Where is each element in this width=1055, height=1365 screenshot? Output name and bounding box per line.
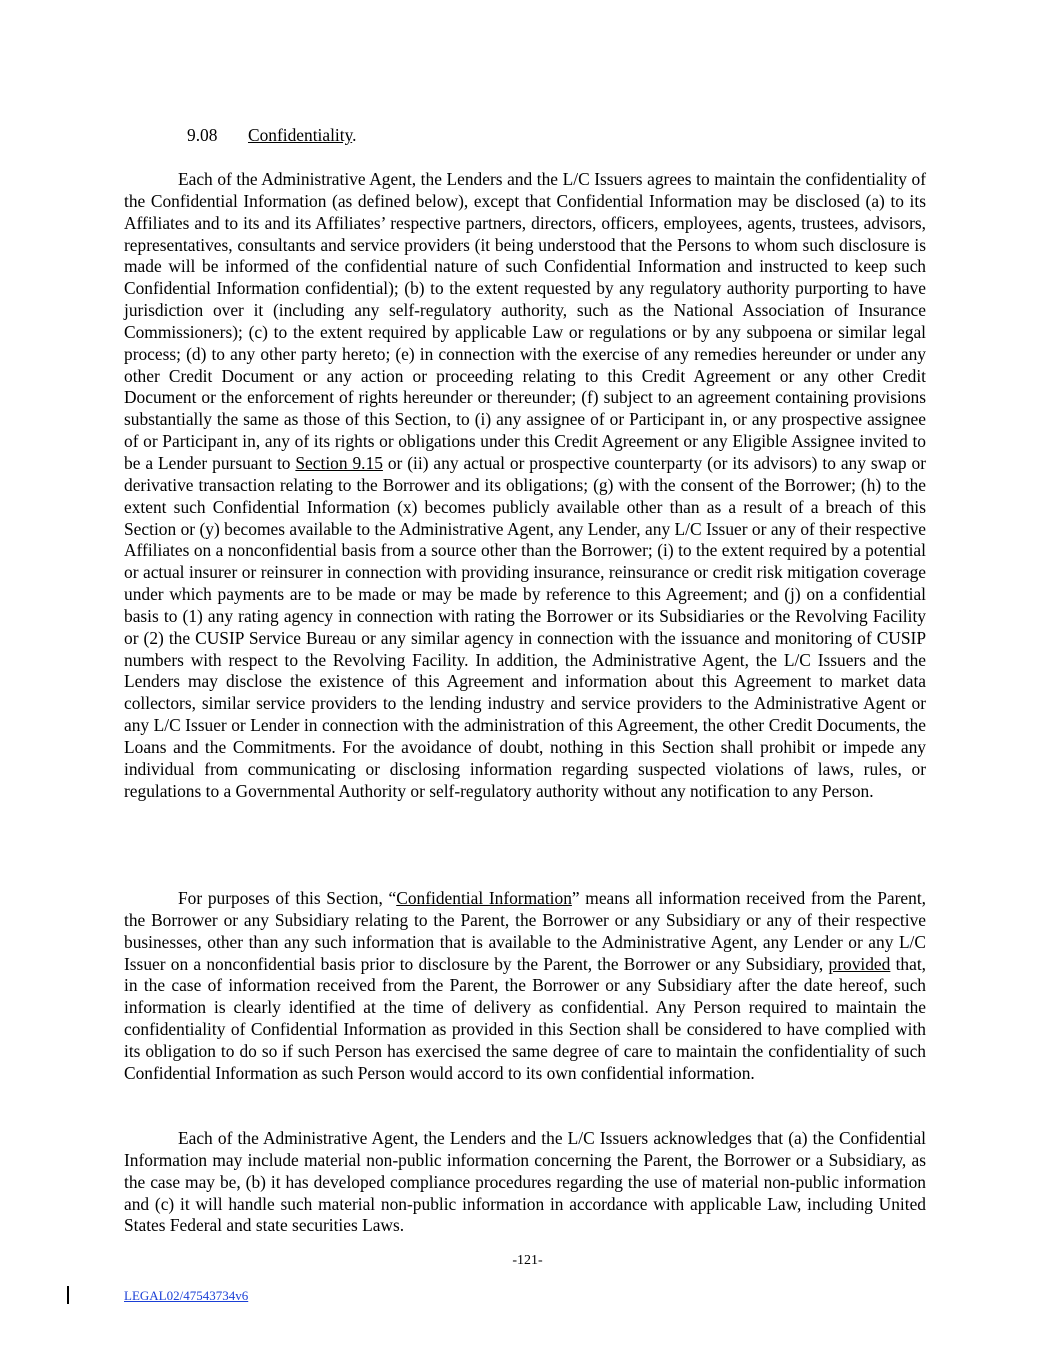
section-heading [187, 124, 357, 146]
paragraph-1-text-b: or (ii) any actual or prospective counterparty (or its advisors) to any swap or derivative transaction relating to the Borrower and its obligations; (g) with the consent of the Borrower; (h) to the extent such Confidential Information (x) becomes publicly available other than as a result of a breach of this Section or (y) becomes available to the Administrative Agent, any Lender, any L/C Issuer or any of their respective Affiliates on a nonconfidential basis from a source other than the Borrower; (i) to the extent required by a potential or actual insurer or reinsurer in connection with providing insurance, reinsurance or credit risk mitigation coverage under which payments are to be made or may be made by reference to this Agreement; and (j) on a confidential basis to (1) any rating agency in connection with rating the Borrower or its Subsidiaries or the Revolving Facility or (2) the CUSIP Service Bureau or any similar agency in connection with the issuance and monitoring of CUSIP numbers with respect to the Revolving Facility. In addition, the Administrative Agent, the L/C Issuers and the Lenders may disclose the existence of this Agreement and information about this Agreement to market data collectors, similar service providers to the lending industry and service providers to the Administrative Agent or any L/C Issuer or Lender in connection with the administration of this Agreement, the other Credit Documents, the Loans and the Commitments. For the avoidance of doubt, nothing in this Section shall prohibit or impede any individual from communicating or disclosing information regarding suspected violations of laws, rules, or regulations to a Governmental Authority or self-regulatory authority without any notification to any Person. [124, 452, 927, 801]
paragraph-definition [124, 888, 926, 1085]
section-reference: Section 9.15 [295, 452, 383, 473]
defined-term: Confidential Information [396, 888, 572, 908]
provided-term: provided [828, 953, 891, 974]
section-number: 9.08 [187, 125, 218, 145]
paragraph-confidentiality-obligations [124, 169, 926, 802]
page-number: -121- [512, 1253, 543, 1268]
paragraph-2-text-a: For purposes of this Section, “ [178, 888, 397, 908]
paragraph-3-text: Each of the Administrative Agent, the Lenders and the L/C Issuers acknowledges that (a) the Confidential Information may include material non-public information concerning the Parent, the Borrower or a Subsidiary, as the case may be, (b) it has developed compliance procedures regarding the use of material non-public information and (c) it will handle such material non-public information in accordance with applicable Law, including United States Federal and state securities Laws. [124, 1128, 926, 1236]
paragraph-1-text-a: Each of the Administrative Agent, the Lenders and the L/C Issuers agrees to maintain the confidentiality of the Confidential Information (as defined below), except that Confidential Information may be disclosed (a) to its Affiliates and to its and its Affiliates’ respective partners, directors, officers, employees, agents, trustees, advisors, representatives, consultants and service providers (it being understood that the Persons to whom such disclosure is made will be informed of the confidential nature of such Confidential Information and instructed to keep such Confidential Information confidential); (b) to the extent requested by any regulatory authority purporting to have jurisdiction over it (including any self-regulatory authority, such as the National Association of Insurance Commissioners); (c) to the extent required by applicable Law or regulations or by any subpoena or similar legal process; (d) to any other party hereto; (e) in connection with the exercise of any remedies hereunder or under any other Credit Document or any action or proceeding relating to this Credit Agreement or any other Credit Document or the enforcement of rights hereunder or thereunder; (f) subject to an agreement containing provisions substantially the same as those of this Section, to (i) any assignee of or Participant in, or any prospective assignee of or Participant in, any of its rights or obligations under this Credit Agreement or any Eligible Assignee invited to be a Lender pursuant to [124, 169, 926, 473]
paragraph-2-text-c: that, in the case of information received from the Parent, the Borrower or any Subsidiary after the date hereof, such information is clearly identified at the time of delivery as confidential. Any Person required to maintain the confidentiality of Confidential Information as provided in this Section shall be considered to have complied with its obligation to do so if such Person has exercised the same degree of care to maintain the confidentiality of such Confidential Information as such Person would accord to its own confidential information. [124, 953, 926, 1083]
section-title: Confidentiality [248, 125, 353, 145]
document-id: LEGAL02/47543734v6 [124, 1288, 249, 1303]
section-title-period: . [352, 125, 357, 145]
paragraph-acknowledgement [124, 1128, 926, 1237]
paragraph-2-text-b: ” means all information received from the Parent, the Borrower or any Subsidiary relating to the Parent, the Borrower or any Subsidiary or any of their respective businesses, other than any such information that is available to the Administrative Agent, any Lender or any L/C Issuer on a nonconfidential basis prior to disclosure by the Parent, the Borrower or any Subsidiary, [124, 888, 926, 974]
revision-bar [67, 1286, 69, 1304]
